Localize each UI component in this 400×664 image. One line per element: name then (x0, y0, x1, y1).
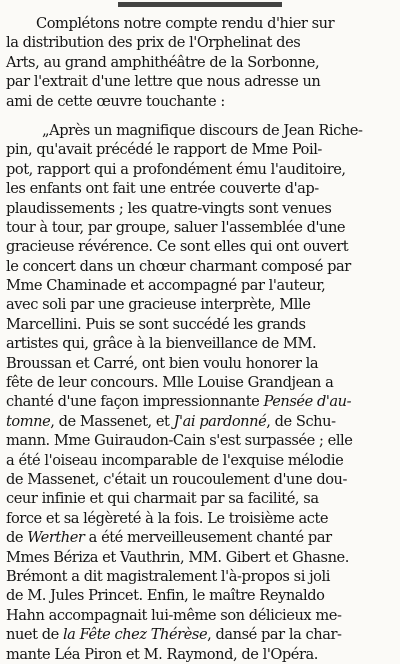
letter-line: a été l'oiseau incomparable de l'exquise mélodie (6, 451, 344, 469)
letter-line: Mmes Bériza et Vauthrin, MM. Gibert et Ghasne. (6, 548, 349, 566)
letter-line: tomne, de Massenet, et J'ai pardonné, de Schu- (6, 412, 336, 430)
work-title: tomne (6, 412, 51, 430)
article (6, 14, 395, 664)
letter-line: plaudissements ; les quatre-vingts sont venues (6, 199, 332, 217)
letter-line: tour à tour, par groupe, saluer l'assemblée d'une (6, 218, 346, 236)
letter-line: pot, rapport qui a profondément ému l'auditoire, (6, 160, 346, 178)
letter-line: artistes qui, grâce à la bienveillance de MM. (6, 335, 317, 353)
letter-line: de M. Jules Princet. Enfin, le maître Reynaldo (6, 587, 325, 605)
intro-line: Arts, au grand amphithéâtre de la Sorbonne, (6, 53, 320, 71)
intro-line: ami de cette œuvre touchante : (6, 92, 225, 110)
letter-line: mante Léa Piron et M. Raymond, de l'Opéra. (6, 645, 318, 663)
letter-line: Broussan et Carré, ont bien voulu honorer la (6, 354, 319, 372)
letter-line: de Massenet, c'était un roucoulement d'une dou- (6, 470, 347, 488)
letter-line: Brémont a dit magistralement l'à-propos si joli (6, 567, 330, 585)
work-title: Werther (27, 529, 85, 547)
letter-line: Mme Chaminade et accompagné par l'auteur, (6, 277, 326, 295)
letter-line: ceur infinie et qui charmait par sa facilité, sa (6, 490, 319, 508)
letter-line: les enfants ont fait une entrée couverte d'ap- (6, 180, 319, 198)
letter-line: de Werther a été merveilleusement chanté par (6, 529, 332, 547)
letter-line: gracieuse révérence. Ce sont elles qui ont ouvert (6, 238, 349, 256)
letter-line: le concert dans un chœur charmant composé par (6, 257, 351, 275)
letter-line: pin, qu'avait précédé le rapport de Mme Poil- (6, 141, 322, 159)
letter-line: force et sa légèreté à la fois. Le troisième acte (6, 509, 329, 527)
work-title: Pensée d'au- (263, 393, 352, 411)
intro-line: la distribution des prix de l'Orphelinat des (6, 34, 301, 52)
letter-line: „Après un magnifique discours de Jean Riche- (42, 121, 363, 139)
header-rule (118, 2, 282, 7)
letter-line: fête de leur concours. Mlle Louise Grandjean a (6, 374, 334, 392)
work-title: J'ai pardonné (173, 412, 267, 430)
letter-line: Hahn accompagnait lui-même son délicieux me- (6, 606, 342, 624)
work-title: la Fête chez Thérèse (62, 626, 208, 644)
letter-line: mann. Mme Guiraudon-Cain s'est surpassée ; elle (6, 432, 353, 450)
letter-line: Marcellini. Puis se sont succédé les grands (6, 315, 306, 333)
letter-line: avec soli par une gracieuse interprète, Mlle (6, 296, 311, 314)
intro-line: par l'extrait d'une lettre que nous adresse un (6, 73, 321, 91)
letter-line: nuet de la Fête chez Thérèse, dansé par la char- (6, 626, 342, 644)
intro-line: Complétons notre compte rendu d'hier sur (36, 15, 335, 32)
letter-line: chanté d'une façon impressionnante Pensée d'au- (6, 393, 352, 411)
